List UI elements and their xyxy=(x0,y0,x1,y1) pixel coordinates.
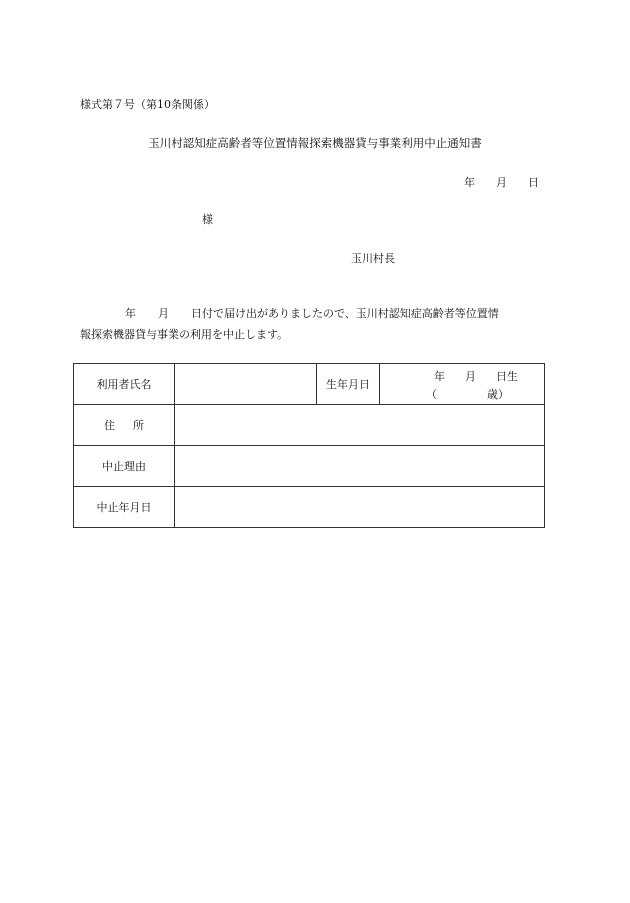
table-row xyxy=(74,487,545,528)
age-unit: 歳） xyxy=(487,388,509,401)
cancellation-date-label: 中止年月日 xyxy=(74,487,175,528)
age-open-paren: （ xyxy=(426,388,437,401)
body-line-1 xyxy=(125,307,499,321)
issue-day-unit: 日 xyxy=(528,176,539,189)
issue-year-unit: 年 xyxy=(464,176,475,189)
addressee-suffix: 様 xyxy=(202,213,213,226)
address-label-char-2: 所 xyxy=(133,419,144,432)
body-line-1-text: 日付で届け出がありましたので、玉川村認知症高齢者等位置情 xyxy=(191,307,499,320)
birth-day-unit: 日生 xyxy=(496,370,518,383)
address-label-char-1: 住 xyxy=(104,419,115,432)
birthdate-field[interactable] xyxy=(380,364,545,405)
table-row xyxy=(74,405,545,446)
issuer-name: 玉川村長 xyxy=(351,252,395,265)
issue-month-unit: 月 xyxy=(496,176,507,189)
age-units xyxy=(426,386,509,402)
birth-year-unit: 年 xyxy=(434,370,445,383)
issue-date-line xyxy=(464,176,539,190)
address-field[interactable] xyxy=(175,405,545,446)
table-row xyxy=(74,364,545,405)
table-row xyxy=(74,446,545,487)
user-info-table xyxy=(73,363,545,528)
birthdate-label: 生年月日 xyxy=(317,364,380,405)
body-line-2: 報探索機器貸与事業の利用を中止します。 xyxy=(80,328,289,341)
document-title: 玉川村認知症高齢者等位置情報探索機器貸与事業利用中止通知書 xyxy=(148,136,482,150)
birthdate-units xyxy=(434,368,518,384)
address-label xyxy=(74,405,175,446)
cancellation-reason-field[interactable] xyxy=(175,446,545,487)
user-name-field[interactable] xyxy=(175,364,317,405)
body-month-unit: 月 xyxy=(158,307,169,320)
body-year-unit: 年 xyxy=(125,307,136,320)
birth-month-unit: 月 xyxy=(465,370,476,383)
user-name-label: 利用者氏名 xyxy=(74,364,175,405)
cancellation-date-field[interactable] xyxy=(175,487,545,528)
form-number: 様式第７号（第10条関係） xyxy=(80,98,215,111)
cancellation-reason-label: 中止理由 xyxy=(74,446,175,487)
